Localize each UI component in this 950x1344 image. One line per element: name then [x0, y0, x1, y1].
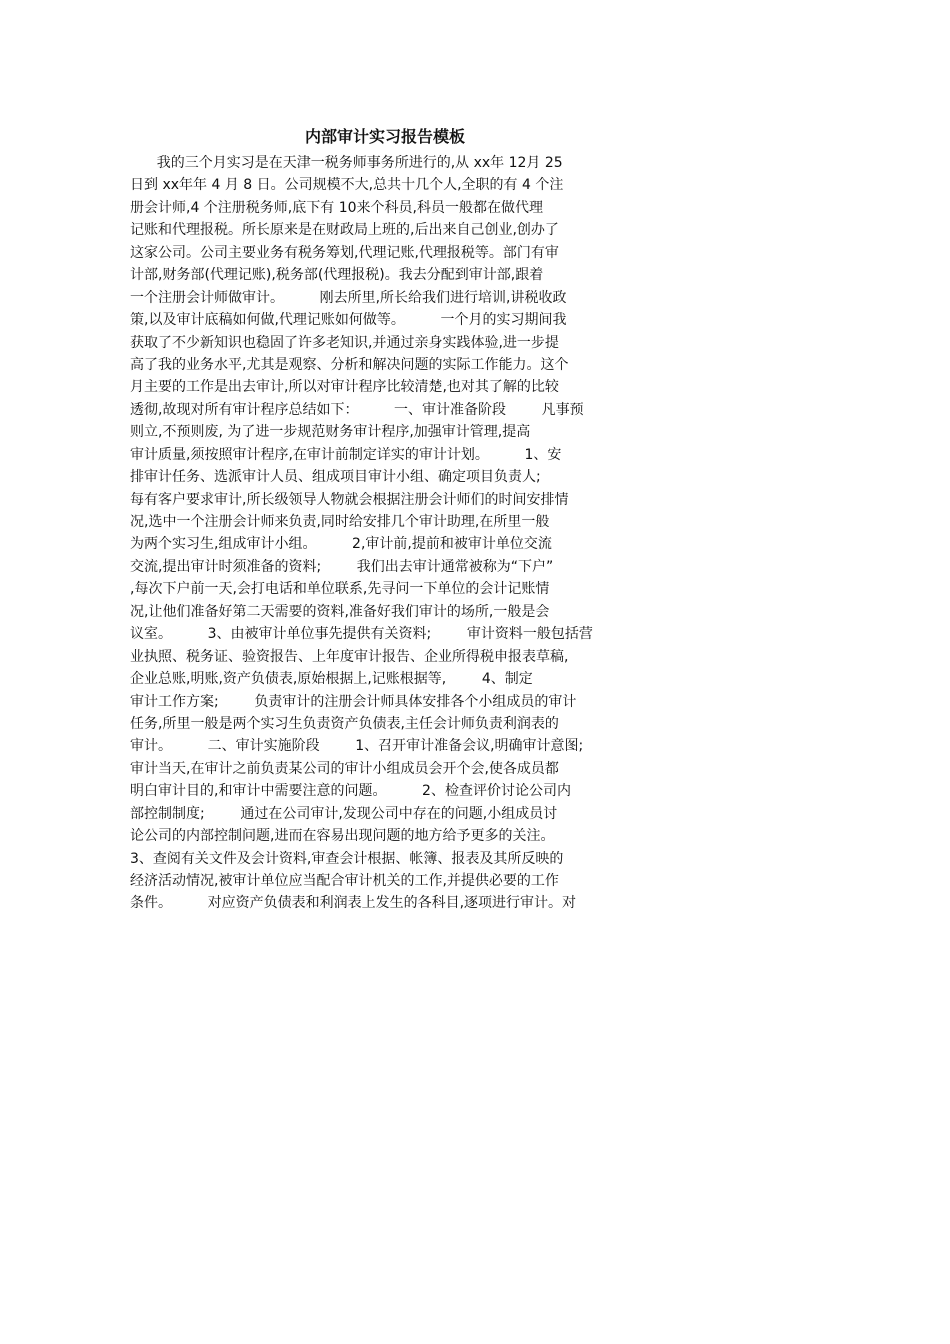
text-line: 一个注册会计师做审计。 刚去所里,所长给我们进行培训,讲税收政 — [130, 289, 567, 306]
text-line: 条件。 对应资产负债表和利润表上发生的各科目,逐项进行审计。对 — [130, 895, 577, 912]
text-line: 论公司的内部控制问题,进而在容易出现问题的地方给予更多的关注。 — [130, 828, 555, 845]
text-line: 明白审计目的,和审计中需要注意的问题。 2、检查评价讨论公司内 — [130, 783, 571, 800]
text-line: 册会计师,4 个注册税务师,底下有 10来个科员,科员一般都在做代理 — [130, 199, 543, 216]
text-line: 计部,财务部(代理记账),税务部(代理报税)。我去分配到审计部,跟着 — [130, 267, 544, 284]
text-line: 审计质量,须按照审计程序,在审计前制定详实的审计计划。 1、安 — [130, 446, 562, 463]
document-title: 内部审计实习报告模板 — [304, 127, 465, 146]
text-line: 业执照、税务证、验资报告、上年度审计报告、企业所得税申报表草稿, — [130, 648, 569, 665]
text-line: 3、查阅有关文件及会计资料,审查会计根据、帐簿、报表及其所反映的 — [130, 850, 564, 867]
text-line: 为两个实习生,组成审计小组。 2,审计前,提前和被审计单位交流 — [130, 536, 552, 553]
text-line: 透彻,故现对所有审计程序总结如下： 一、审计准备阶段 凡事预 — [130, 401, 584, 418]
text-line: 交流,提出审计时须准备的资料; 我们出去审计通常被称为“下户” — [130, 558, 554, 575]
text-line: 获取了不少新知识也稳固了许多老知识,并通过亲身实践体验,进一步提 — [130, 334, 559, 351]
text-line: 我的三个月实习是在天津一税务师事务所进行的,从 xx年 12月 25 — [130, 155, 563, 171]
text-line: 高了我的业务水平,尤其是观察、分析和解决问题的实际工作能力。这个 — [130, 356, 569, 373]
text-line: 部控制制度; 通过在公司审计,发现公司中存在的问题,小组成员讨 — [130, 805, 558, 822]
text-line: 审计当天,在审计之前负责某公司的审计小组成员会开个会,使各成员都 — [130, 760, 559, 777]
text-line: 况,选中一个注册会计师来负责,同时给安排几个审计助理,在所里一般 — [130, 514, 550, 530]
text-line: 审计工作方案; 负责审计的注册会计师具体安排各个小组成员的审计 — [130, 693, 577, 710]
text-line: 策,以及审计底稿如何做,代理记账如何做等。 一个月的实习期间我 — [130, 312, 567, 329]
text-line: 月主要的工作是出去审计,所以对审计程序比较清楚,也对其了解的比较 — [130, 379, 559, 396]
text-line: ,每次下户前一天,会打电话和单位联系,先寻问一下单位的会计记账情 — [130, 581, 550, 598]
text-line: 审计。 二、审计实施阶段 1、召开审计准备会议,明确审计意图; — [130, 738, 584, 755]
text-line: 这家公司。公司主要业务有税务筹划,代理记账,代理报税等。部门有审 — [130, 244, 559, 261]
text-line: 议室。 3、由被审计单位事先提供有关资料; 审计资料一般包括营 — [130, 626, 593, 643]
text-line: 企业总账,明账,资产负债表,原始根据上,记账根据等, 4、制定 — [130, 671, 533, 688]
text-line: 况,让他们准备好第二天需要的资料,准备好我们审计的场所,一般是会 — [130, 603, 550, 620]
document-body — [130, 152, 650, 915]
text-line: 排审计任务、选派审计人员、组成项目审计小组、确定项目负责人; — [130, 469, 541, 486]
text-line: 经济活动情况,被审计单位应当配合审计机关的工作,并提供必要的工作 — [130, 873, 559, 889]
text-line: 则立,不预则废, 为了进一步规范财务审计程序,加强审计管理,提高 — [130, 424, 531, 441]
text-line: 日到 xx年年 4 月 8 日。公司规模不大,总共十几个人,全职的有 4 个注 — [130, 177, 564, 194]
text-line: 记账和代理报税。所长原来是在财政局上班的,后出来自己创业,创办了 — [130, 222, 559, 239]
text-line: 每有客户要求审计,所长级领导人物就会根据注册会计师们的时间安排情 — [130, 491, 569, 508]
text-line: 任务,所里一般是两个实习生负责资产负债表,主任会计师负责利润表的 — [130, 715, 559, 732]
